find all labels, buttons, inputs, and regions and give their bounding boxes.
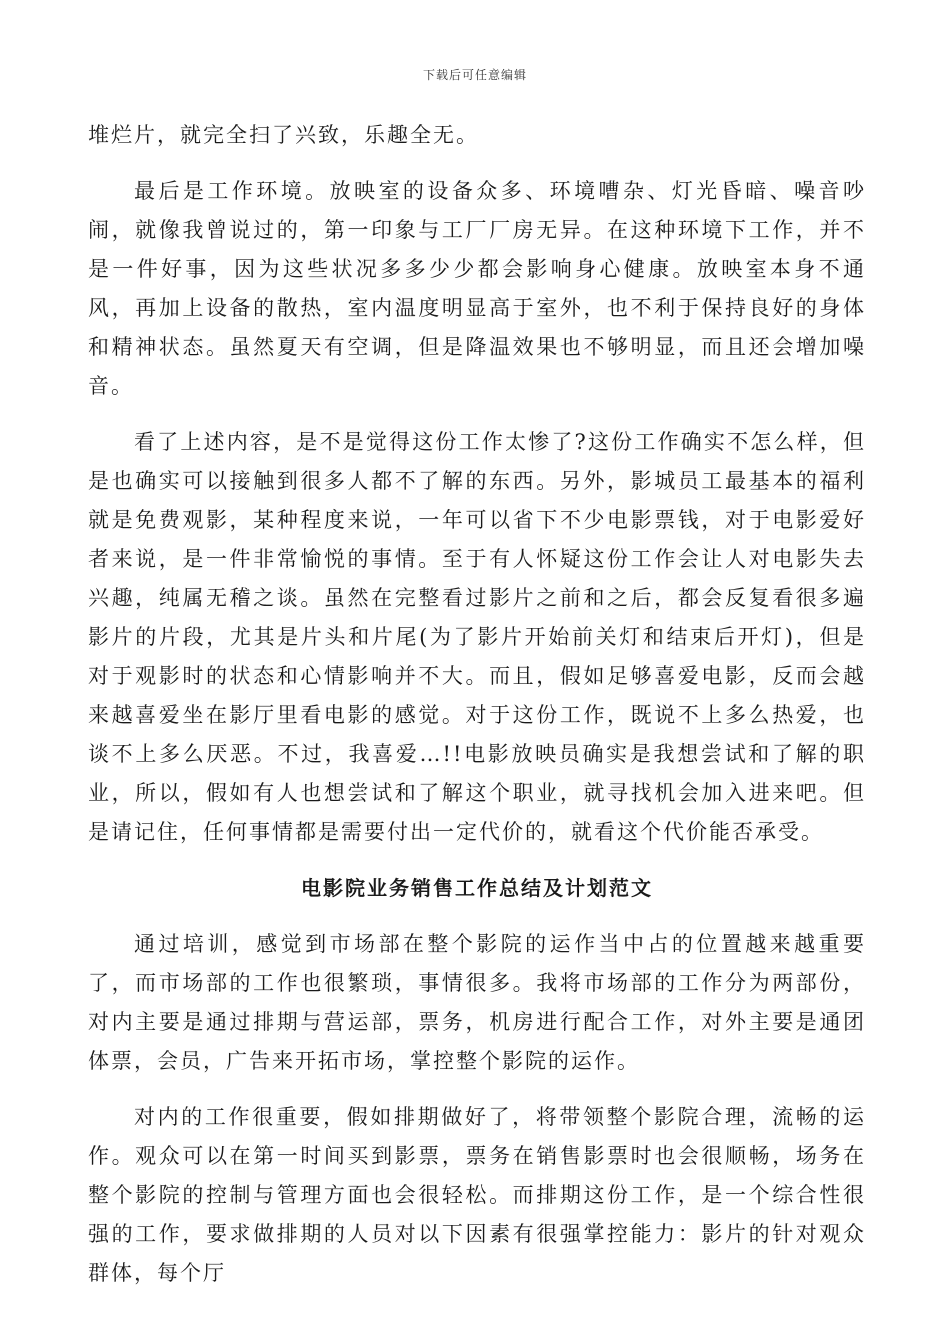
section-title: 电影院业务销售工作总结及计划范文 bbox=[301, 876, 653, 900]
paragraph-scheduling: 对内的工作很重要，假如排期做好了，将带领整个影院合理，流畅的运作。观众可以在第一时间买到影票，票务在销售影票时也会很顺畅，场务在整个影院的控制与管理方面也会很轻松。而排期这份工作，是一个综合性很强的工作，要求做排期的人员对以下因素有很强掌控能力：影片的针对观众群体，每个厅 bbox=[88, 1105, 866, 1285]
paragraph-job-reflection: 看了上述内容，是不是觉得这份工作太惨了?这份工作确实不怎么样，但是也确实可以接触到很多人都不了解的东西。另外，影城员工最基本的福利就是免费观影，某种程度来说，一年可以省下不少电影票钱，对于电影爱好者来说，是一件非常愉悦的事情。至于有人怀疑这份工作会让人对电影失去兴趣，纯属无稽之谈。虽然在完整看过影片之前和之后，都会反复看很多遍影片的片段，尤其是片头和片尾(为了影片开始前关灯和结束后开灯)，但是对于观影时的状态和心情影响并不大。而且，假如足够喜爱电影，反而会越来越喜爱坐在影厅里看电影的感觉。对于这份工作，既说不上多么热爱，也谈不上多么厌恶。不过，我喜爱…!!电影放映员确实是我想尝试和了解的职业，所以，假如有人也想尝试和了解这个职业，就寻找机会加入进来吧。但是请记住，任何事情都是需要付出一定代价的，就看这个代价能否承受。 bbox=[88, 430, 866, 844]
page-header-note: 下载后可任意编辑 bbox=[422, 68, 527, 82]
paragraph-work-environment: 最后是工作环境。放映室的设备众多、环境嘈杂、灯光昏暗、噪音吵闹，就像我曾说过的，第一印象与工厂厂房无异。在这种环境下工作，并不是一件好事，因为这些状况多多少少都会影响身心健康。放映室本身不通风，再加上设备的散热，室内温度明显高于室外，也不利于保持良好的身体和精神状态。虽然夏天有空调，但是降温效果也不够明显，而且还会增加噪音。 bbox=[88, 179, 866, 398]
document-body bbox=[88, 116, 866, 1293]
paragraph-continuation: 堆烂片，就完全扫了兴致，乐趣全无。 bbox=[88, 123, 479, 147]
paragraph-marketing-dept: 通过培训，感觉到市场部在整个影院的运作当中占的位置越来越重要了，而市场部的工作也很繁琐，事情很多。我将市场部的工作分为两部份，对内主要是通过排期与营运部，票务，机房进行配合工作，对外主要是通团体票，会员，广告来开拓市场，掌控整个影院的运作。 bbox=[88, 932, 866, 1073]
